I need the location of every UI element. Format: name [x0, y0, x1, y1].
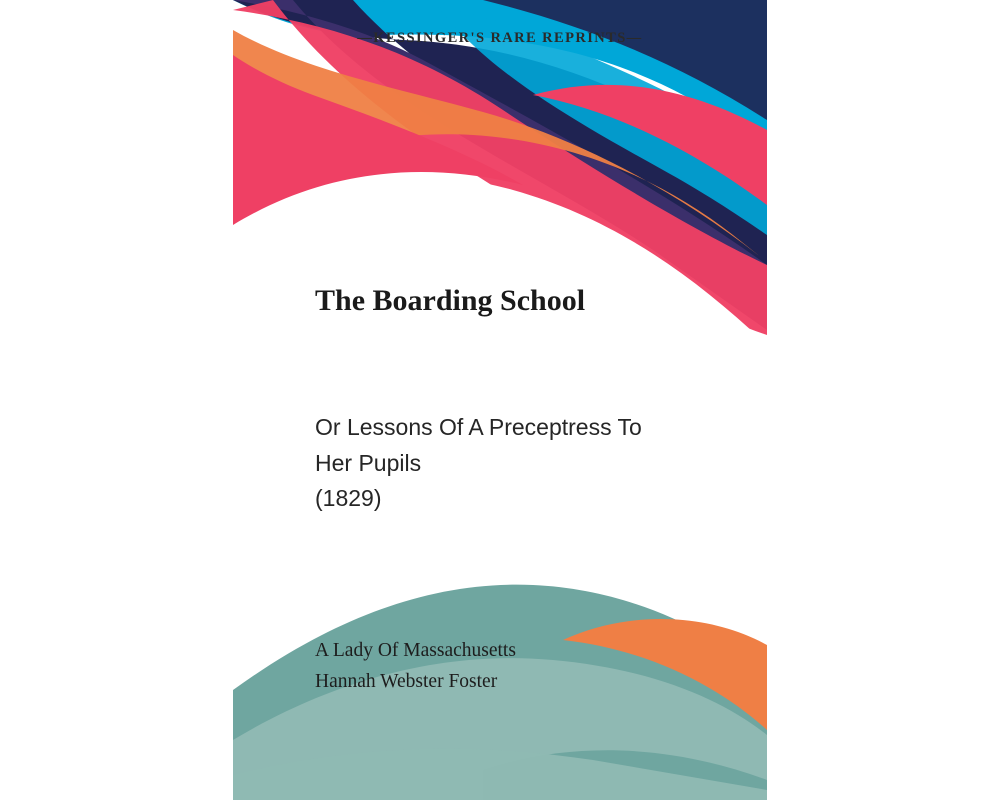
subtitle-line-3: (1829) — [315, 485, 382, 512]
book-subtitle — [315, 410, 755, 517]
cover-text-block — [233, 0, 767, 800]
book-authors — [315, 635, 755, 697]
subtitle-line-2: Her Pupils — [315, 449, 422, 476]
author-name-2: Hannah Webster Foster — [315, 671, 498, 693]
book-cover — [233, 0, 767, 800]
book-title: The Boarding School — [315, 284, 586, 317]
author-name-1: A Lady Of Massachusetts — [315, 640, 516, 661]
publisher-imprint: —KESSINGER'S RARE REPRINTS— — [357, 30, 643, 46]
subtitle-line-1: Or Lessons Of A Preceptress To — [315, 414, 642, 440]
